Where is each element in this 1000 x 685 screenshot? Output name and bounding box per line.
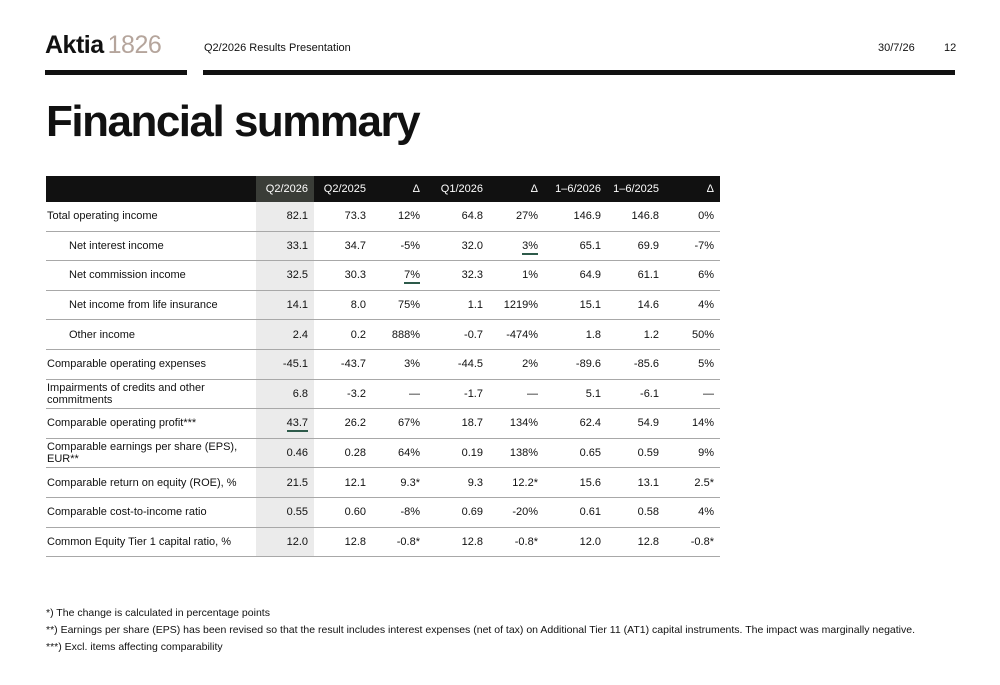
- table-row: [46, 468, 720, 498]
- table-row: [46, 320, 720, 350]
- column-header: Δ: [489, 176, 544, 202]
- table-cell: 67%: [372, 409, 426, 439]
- table-cell: 6%: [665, 261, 720, 291]
- table-cell: 12.0: [544, 527, 607, 557]
- table-cell: 62.4: [544, 409, 607, 439]
- table-cell: 4%: [665, 497, 720, 527]
- table-cell: 2%: [489, 349, 544, 379]
- table-cell: 5.1: [544, 379, 607, 409]
- table-cell: 14%: [665, 409, 720, 439]
- table-cell: 9.3*: [372, 468, 426, 498]
- column-header: Δ: [372, 176, 426, 202]
- table-cell: 8.0: [314, 290, 372, 320]
- header-rule-right: [203, 70, 955, 75]
- logo-wordmark: Aktia: [45, 31, 104, 59]
- table-cell: 82.1: [256, 202, 314, 231]
- table-cell: 2.4: [256, 320, 314, 350]
- table-cell: 0.2: [314, 320, 372, 350]
- presentation-title: Q2/2026 Results Presentation: [204, 42, 351, 54]
- table-cell: -3.2: [314, 379, 372, 409]
- table-cell: 9%: [665, 438, 720, 468]
- page-number: 12: [944, 42, 957, 54]
- table-row: [46, 379, 720, 409]
- table-cell: -7%: [665, 231, 720, 261]
- column-header: 1–6/2025: [607, 176, 665, 202]
- footnote: *) The change is calculated in percentage points: [46, 607, 270, 619]
- financial-summary-table: [46, 176, 720, 557]
- presentation-date: 30/7/26: [878, 42, 915, 54]
- row-label: Comparable operating profit***: [46, 409, 256, 439]
- table-cell: -0.7: [426, 320, 489, 350]
- column-header: [46, 176, 256, 202]
- table-cell: 0.55: [256, 497, 314, 527]
- table-cell: 146.9: [544, 202, 607, 231]
- table-cell: 54.9: [607, 409, 665, 439]
- row-label: Other income: [46, 320, 256, 350]
- table-cell: 26.2: [314, 409, 372, 439]
- table-cell: 21.5: [256, 468, 314, 498]
- table-cell: 888%: [372, 320, 426, 350]
- column-header: 1–6/2026: [544, 176, 607, 202]
- table-cell: 32.3: [426, 261, 489, 291]
- table-header-row: [46, 176, 720, 202]
- table-cell: 64.9: [544, 261, 607, 291]
- table-cell: 146.8: [607, 202, 665, 231]
- table-cell: 12.8: [607, 527, 665, 557]
- column-header: Q2/2025: [314, 176, 372, 202]
- table-cell: 13.1: [607, 468, 665, 498]
- table-cell: 4%: [665, 290, 720, 320]
- table-cell: 6.8: [256, 379, 314, 409]
- table-cell: 1%: [489, 261, 544, 291]
- table-cell: —: [665, 379, 720, 409]
- table-cell: [372, 261, 426, 291]
- table-cell: 14.1: [256, 290, 314, 320]
- table-cell: 32.0: [426, 231, 489, 261]
- row-label: Impairments of credits and other commitments: [46, 379, 256, 409]
- table-cell: -89.6: [544, 349, 607, 379]
- table-cell: 3%: [372, 349, 426, 379]
- table-cell: 33.1: [256, 231, 314, 261]
- aktia-logo: [45, 31, 161, 59]
- row-label: Comparable cost-to-income ratio: [46, 497, 256, 527]
- row-label: Common Equity Tier 1 capital ratio, %: [46, 527, 256, 557]
- table-cell: 12.8: [314, 527, 372, 557]
- table-cell: -0.8*: [489, 527, 544, 557]
- table-cell: —: [372, 379, 426, 409]
- table-cell: -85.6: [607, 349, 665, 379]
- row-label: Comparable return on equity (ROE), %: [46, 468, 256, 498]
- table-cell: -8%: [372, 497, 426, 527]
- table-cell: -0.8*: [372, 527, 426, 557]
- table-cell: 34.7: [314, 231, 372, 261]
- row-label: Comparable earnings per share (EPS), EUR**: [46, 438, 256, 468]
- page-title: Financial summary: [46, 97, 420, 146]
- table-row: [46, 231, 720, 261]
- table-cell: 1.2: [607, 320, 665, 350]
- table-cell: 12.1: [314, 468, 372, 498]
- table-cell: 18.7: [426, 409, 489, 439]
- table-cell: 0.58: [607, 497, 665, 527]
- table-cell: -1.7: [426, 379, 489, 409]
- table-cell: -5%: [372, 231, 426, 261]
- table-cell: 64%: [372, 438, 426, 468]
- table-cell: 0%: [665, 202, 720, 231]
- table-cell: 2.5*: [665, 468, 720, 498]
- table-cell: 27%: [489, 202, 544, 231]
- table-cell: 134%: [489, 409, 544, 439]
- table-row: [46, 261, 720, 291]
- table-cell: —: [489, 379, 544, 409]
- row-label: Net income from life insurance: [46, 290, 256, 320]
- row-label: Comparable operating expenses: [46, 349, 256, 379]
- table-cell: 1219%: [489, 290, 544, 320]
- row-label: Total operating income: [46, 202, 256, 231]
- table-cell: 15.1: [544, 290, 607, 320]
- header-rule-left: [45, 70, 187, 75]
- table-cell: 75%: [372, 290, 426, 320]
- table-cell: -6.1: [607, 379, 665, 409]
- column-header: Δ: [665, 176, 720, 202]
- table-cell: 0.60: [314, 497, 372, 527]
- logo-year: 1826: [107, 31, 162, 59]
- table-cell: -0.8*: [665, 527, 720, 557]
- table-row: [46, 438, 720, 468]
- table-cell: 65.1: [544, 231, 607, 261]
- table-cell: 50%: [665, 320, 720, 350]
- table-cell: 30.3: [314, 261, 372, 291]
- table-cell: 0.59: [607, 438, 665, 468]
- table-cell: 12.8: [426, 527, 489, 557]
- table-cell: 0.69: [426, 497, 489, 527]
- highlighted-value: 43.7: [287, 417, 308, 432]
- table-cell: 0.28: [314, 438, 372, 468]
- column-header: Q1/2026: [426, 176, 489, 202]
- table-cell: 32.5: [256, 261, 314, 291]
- column-header: Q2/2026: [256, 176, 314, 202]
- table-cell: 1.8: [544, 320, 607, 350]
- highlighted-value: 7%: [404, 269, 420, 284]
- table-row: [46, 349, 720, 379]
- table-cell: 138%: [489, 438, 544, 468]
- table-cell: 5%: [665, 349, 720, 379]
- table-cell: 1.1: [426, 290, 489, 320]
- table-cell: 0.65: [544, 438, 607, 468]
- row-label: Net interest income: [46, 231, 256, 261]
- table-cell: 15.6: [544, 468, 607, 498]
- table-cell: 0.61: [544, 497, 607, 527]
- table-cell: 61.1: [607, 261, 665, 291]
- row-label: Net commission income: [46, 261, 256, 291]
- table-cell: 0.46: [256, 438, 314, 468]
- footnote: ***) Excl. items affecting comparability: [46, 641, 223, 653]
- table-cell: -20%: [489, 497, 544, 527]
- table-cell: -44.5: [426, 349, 489, 379]
- table-row: [46, 202, 720, 231]
- table-row: [46, 409, 720, 439]
- table-cell: -43.7: [314, 349, 372, 379]
- table-cell: 0.19: [426, 438, 489, 468]
- table-cell: [489, 231, 544, 261]
- table-row: [46, 527, 720, 557]
- table-cell: -474%: [489, 320, 544, 350]
- table-cell: 12.0: [256, 527, 314, 557]
- table-cell: 12%: [372, 202, 426, 231]
- table-row: [46, 290, 720, 320]
- table-cell: -45.1: [256, 349, 314, 379]
- table-cell: 9.3: [426, 468, 489, 498]
- footnotes: [46, 605, 915, 656]
- table-cell: 64.8: [426, 202, 489, 231]
- footnote: **) Earnings per share (EPS) has been revised so that the result includes interest expenses (net of tax) on Additional Tier 11 (AT1) capital instruments. The impact was marginally negative.: [46, 624, 916, 636]
- table-cell: 73.3: [314, 202, 372, 231]
- table-cell: 69.9: [607, 231, 665, 261]
- table-cell: 14.6: [607, 290, 665, 320]
- table-cell: [256, 409, 314, 439]
- table-cell: 12.2*: [489, 468, 544, 498]
- table-row: [46, 497, 720, 527]
- highlighted-value: 3%: [522, 240, 538, 255]
